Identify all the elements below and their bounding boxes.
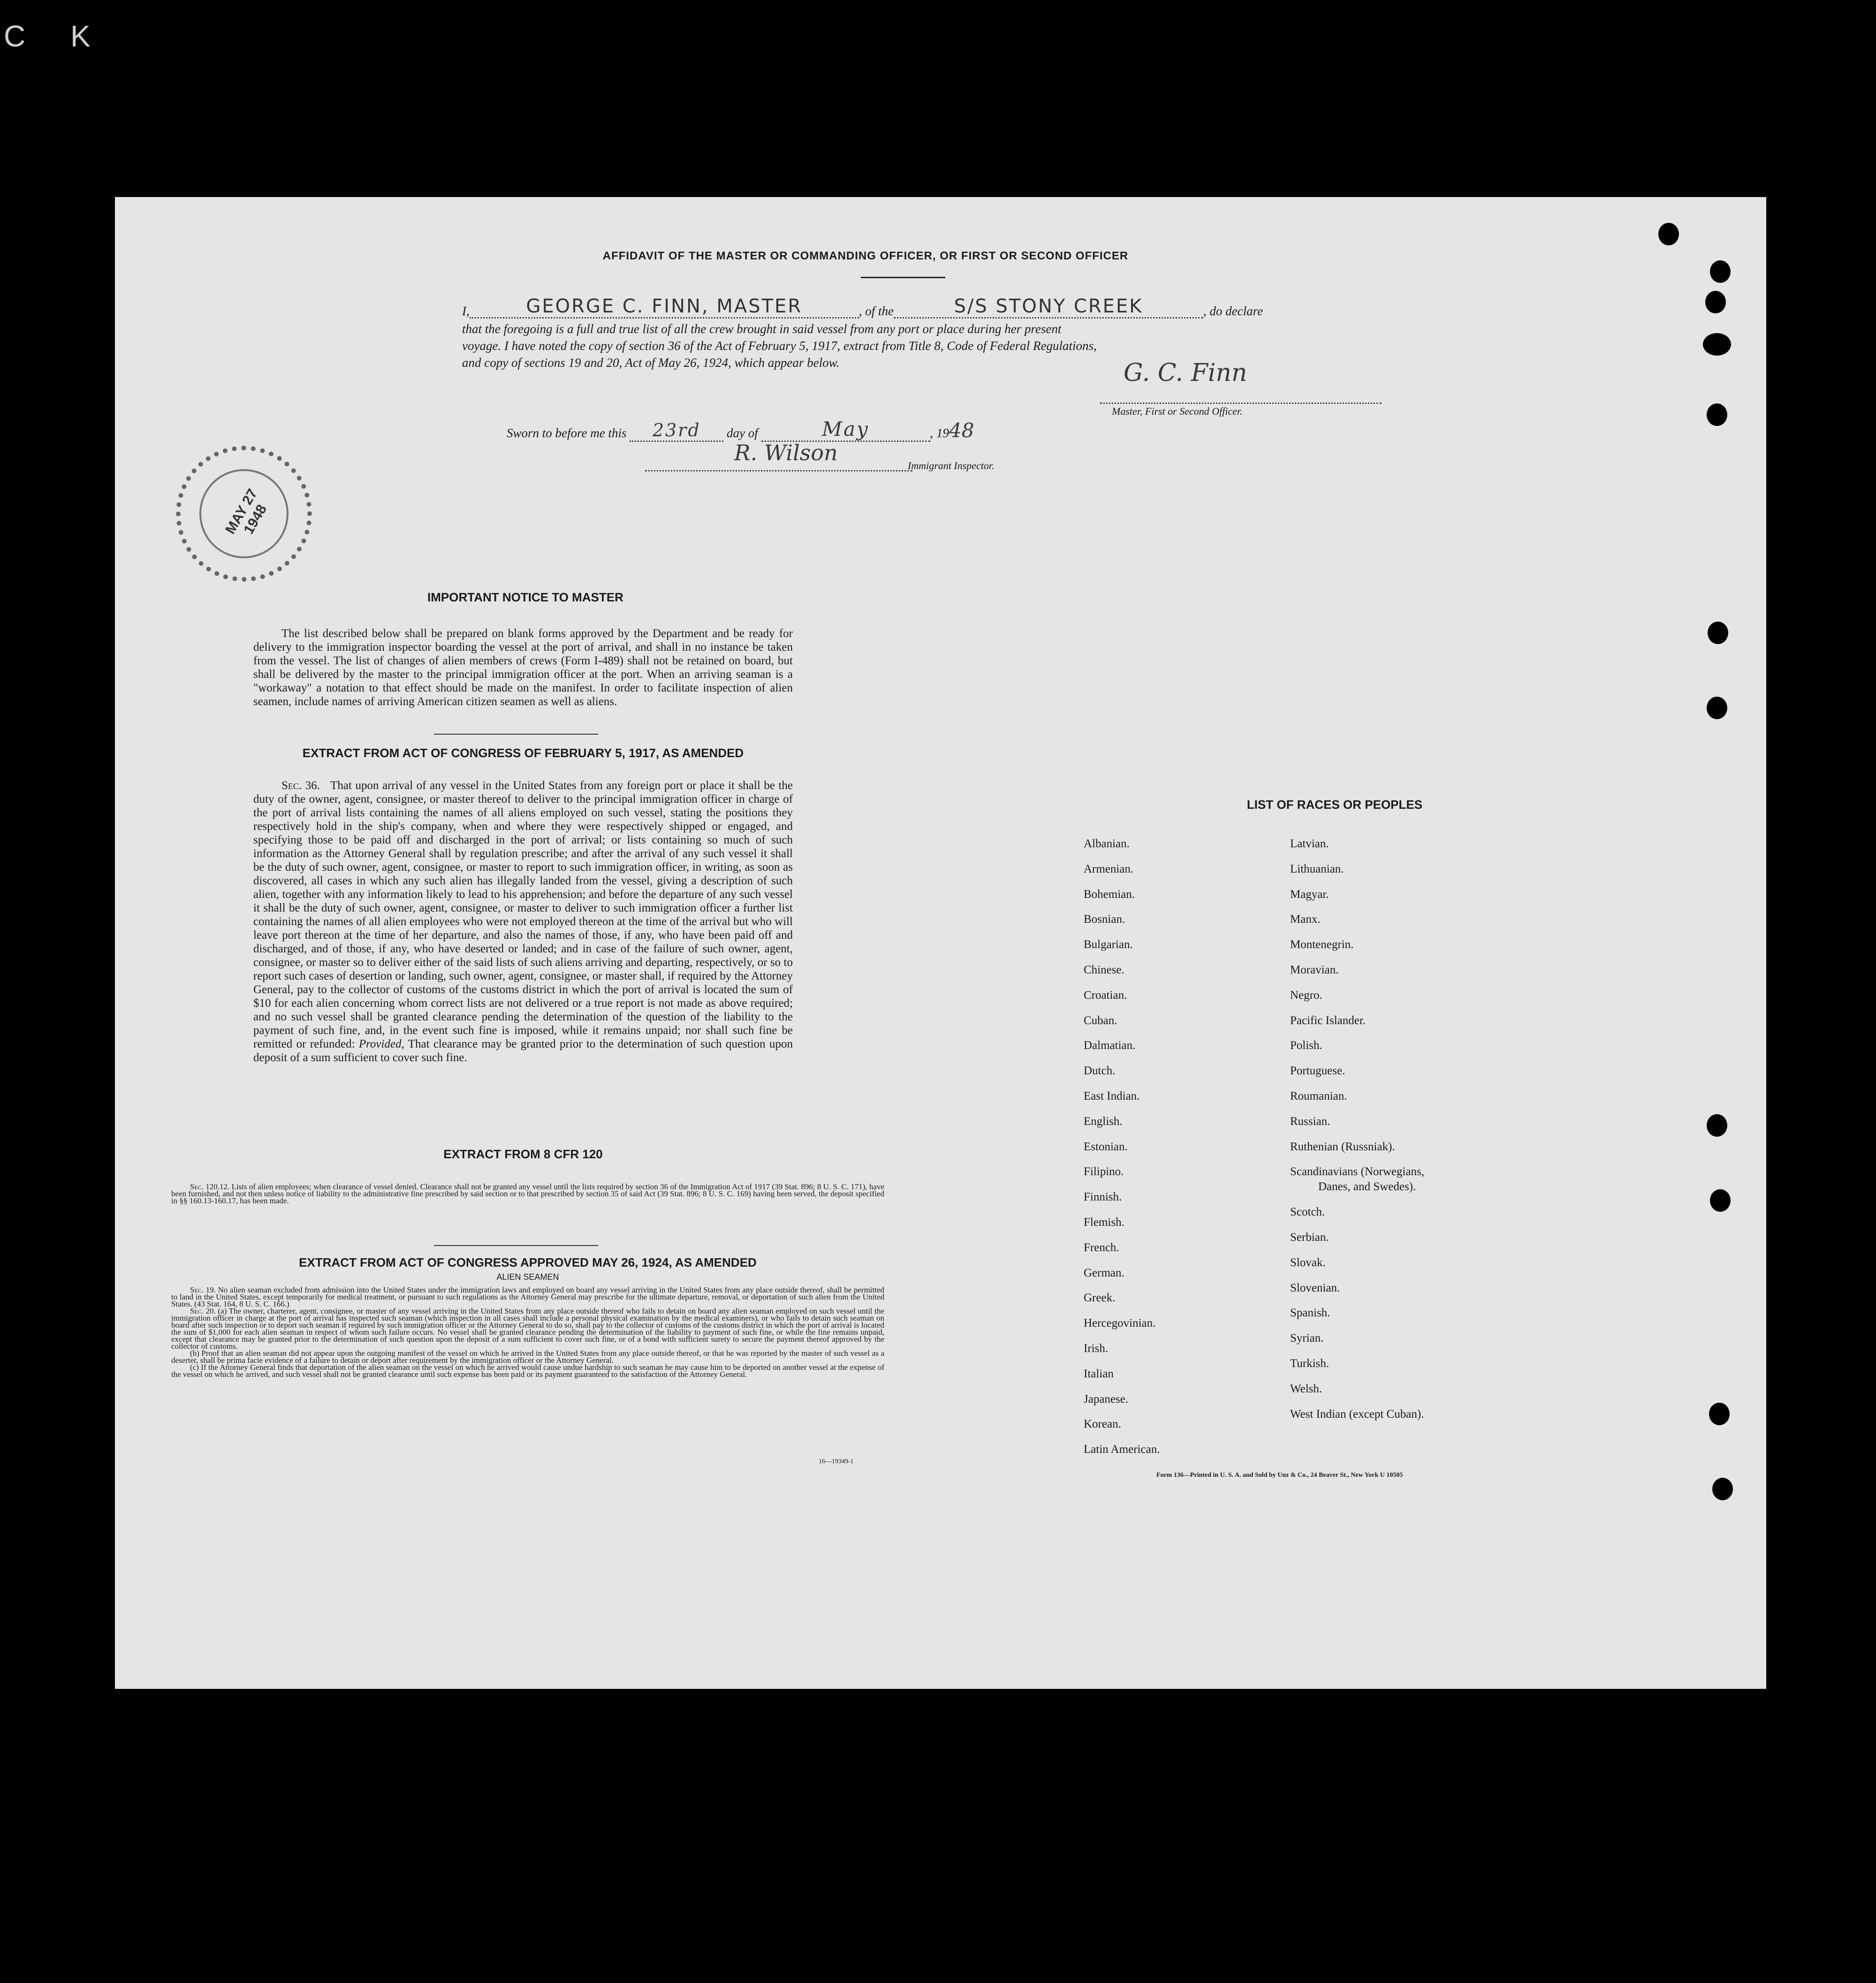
punch-hole — [1707, 697, 1727, 719]
sworn-month-field: May — [761, 418, 930, 442]
race-item: Latvian. — [1290, 837, 1329, 850]
film-edge-mark-right: C — [4, 19, 26, 53]
punch-hole — [1707, 1114, 1727, 1137]
sworn-prefix: Sworn to before me this — [507, 426, 627, 440]
film-edge-mark-left: K — [70, 19, 91, 53]
race-item: Negro. — [1290, 988, 1322, 1002]
race-item: Chinese. — [1084, 963, 1124, 976]
race-item: Danes, and Swedes). — [1318, 1180, 1416, 1193]
race-item: Armenian. — [1084, 862, 1134, 875]
race-item: Latin American. — [1084, 1443, 1160, 1456]
sec-19-paragraph — [171, 1286, 884, 1307]
sec-120-body: Lists of alien employees; when clearance of vessel denied. Clearance shall not be granted any vessel until the lists required by section 36 of the Immigration Act of 1917 (39 Stat. 896; 8 U. S. C. 171), have been furnished, and not then unless notice of liability to the administrative fine prescribed by said section or to that prescribed by section 35 of said Act (39 Stat. 896; 8 U. S. C. 169) having been served, the deposit specified in §§ 160.13-160.17, has been made. — [171, 1182, 884, 1205]
punch-hole — [1658, 223, 1679, 245]
race-item: Serbian. — [1290, 1231, 1329, 1244]
affidavit-prefix: I, — [462, 304, 470, 318]
race-item: Russian. — [1290, 1115, 1330, 1128]
stamp-date: MAY 27 1948 — [222, 486, 270, 537]
affidavit-line-1 — [462, 296, 1263, 319]
sec-19-body: No alien seaman excluded from admission into the United States under the immigration laws and employed on board any vessel arriving in the United States from any place outside thereof, shall be permitted to land in the United States, except temporarily for medical treatment, or pursuant to such regulations as the Attorney General may prescribe for the ultimate departure, removal, or deportation of such alien from the United States. (43 Stat. 164, 8 U. S. C. 166.) — [171, 1285, 885, 1308]
races-title: LIST OF RACES OR PEOPLES — [1246, 798, 1423, 812]
immigration-stamp — [176, 446, 312, 582]
race-item: Welsh. — [1290, 1382, 1322, 1395]
sworn-line — [507, 418, 974, 442]
punch-hole — [1709, 1403, 1730, 1425]
extract-cfr-text — [171, 1183, 884, 1204]
extract-1924-title: EXTRACT FROM ACT OF CONGRESS APPROVED MAY 26, 1924, AS AMENDED — [299, 1255, 757, 1269]
day-of-label: day of — [727, 426, 758, 440]
sec-20b-paragraph: (b) Proof that an alien seaman did not appear upon the outgoing manifest of the vessel on which he arrived in the United States from any place outside thereof, or that he was reported by the master of such vessel as a deserter, shall be prima facie evidence of a failure to detain or deport after requirement by the immigration officer or the Attorney General. — [171, 1349, 884, 1365]
race-item: Flemish. — [1084, 1216, 1124, 1229]
race-item: Korean. — [1084, 1418, 1121, 1431]
race-item: Bosnian. — [1084, 913, 1125, 926]
punch-hole — [1708, 622, 1728, 644]
provided-label: Provided, — [358, 1038, 404, 1050]
sec-36-label: Sec. 36. — [281, 779, 320, 792]
race-item: Roumanian. — [1290, 1089, 1347, 1102]
sec-36-body: That upon arrival of any vessel in the United States from any foreign port or place it shall be the duty of the owner, agent, consignee, or master thereof to deliver to the principal immigration officer in charge of the port of arrival lists containing the names of all aliens employed on such vessel, stating the positions they respectively hold in the ship's company, when and where they were respectively shipped or engaged, and specifying those to be paid off and discharged in the port of arrival; or lists containing so much of such information as the Attorney General shall by regulation prescribe; and after the arrival of any such vessel it shall be the duty of such owner, agent, consignee, or master to report to such immigration officer, in writing, as soon as discovered, all cases in which any such alien has illegally landed from the vessel, giving a description of such alien, together with any information likely to lead to his apprehension; and before the departure of any such vessel it shall be the duty of such owner, agent, consignee, or master to deliver to such immigration officer a further list containing the names of all alien employees who were not employed thereon at the time of the arrival but who will leave port thereon at the time of her departure, and also the names of those, if any, who have been paid off and discharged, and of those, if any, who have deserted or landed; and in case of the failure of such owner, agent, consignee, or master so to deliver either of the said lists of such aliens arriving and departing, respectively, or so to report such cases of desertion or landing, such owner, agent, consignee, or master shall, if required by the Attorney General, pay to the collector of customs of the customs district in which the port of arrival is located the sum of $10 for each alien concerning whom correct lists are not delivered or a true report is not made as above required; and no such vessel shall be granted clearance pending the determination of the question of the liability to the payment of such fine, and, in the event such fine is imposed, while it remains unpaid; nor shall such fine be remitted or refunded: — [253, 779, 793, 1050]
race-item: Hercegovinian. — [1084, 1317, 1156, 1330]
sec-36-end: That clearance may be granted prior to the determination of such question upon deposit of a sum sufficient to cover such fine. — [253, 1038, 793, 1064]
sec-20-label: Sec. 20. — [190, 1307, 216, 1315]
race-item: Ruthenian (Russniak). — [1290, 1140, 1395, 1153]
signature-line — [1100, 403, 1382, 404]
punch-hole — [1712, 1478, 1733, 1500]
notice-title: IMPORTANT NOTICE TO MASTER — [427, 590, 623, 604]
race-item: Italian — [1084, 1367, 1114, 1380]
section-rule — [434, 734, 598, 735]
affidavit-line-4: and copy of sections 19 and 20, Act of May 26, 1924, which appear below. — [462, 356, 840, 370]
race-item: Dalmatian. — [1084, 1039, 1136, 1052]
race-item: Pacific Islander. — [1290, 1014, 1366, 1027]
document-sheet — [115, 197, 1766, 1689]
punch-hole — [1705, 291, 1726, 313]
race-item: Irish. — [1084, 1342, 1109, 1355]
extract-1917-text — [253, 779, 793, 1064]
race-item: Bohemian. — [1084, 888, 1135, 901]
race-item: Slovak. — [1290, 1256, 1326, 1269]
inspector-line — [645, 470, 912, 471]
extract-1924-subtitle: ALIEN SEAMEN — [496, 1272, 559, 1282]
punch-hole — [1710, 260, 1731, 283]
race-item: German. — [1084, 1266, 1124, 1279]
sec-20a-body: (a) The owner, charterer, agent, consignee, or master of any vessel arriving in the United States from any place outside thereof who fails to detain on board any alien seaman employed on such vessel until the immigration officer in charge at the port of arrival has inspected such seaman (which inspection in all cases shall include a personal physical examination by the medical examiners), or who fails to detain such seaman on board after such inspection or to deport such seaman if required by such immigration officer or the Attorney General to do so, shall pay to the collector of customs of the customs district in which the port of arrival is located the sum of $1,000 for each alien seaman in respect of whom such failure occurs. No vessel shall be granted clearance pending the determination of the liability to payment of such fine, or while the fine remains unpaid, except that clearance may be granted prior to the determination of such question upon the deposit of a sum sufficient to cover such fine, or of a bond with sufficient surety to secure the payment thereof approved by the collector of customs. — [171, 1307, 884, 1351]
race-item: Portuguese. — [1290, 1064, 1345, 1078]
vessel-name-field: S/S STONY CREEK — [894, 296, 1203, 319]
print-code: 16—19349-1 — [819, 1458, 854, 1465]
notice-text: The list described below shall be prepared on blank forms approved by the Department and be ready for delivery to the immigration inspector boarding the vessel at the port of arrival, and shall in no instance be taken from the vessel. The list of changes of alien members of crews (Form I-489) shall not be retained on board, but shall be delivered by the master to the principal immigration officer at the port. When an arriving seaman is a "workaway" a notation to that effect should be made on the manifest. In order to facilitate inspection of alien seamen, include names of arriving American citizen seamen as well as aliens. — [253, 627, 793, 708]
race-item: Albanian. — [1084, 837, 1130, 850]
master-signature-label: Master, First or Second Officer. — [1112, 405, 1243, 417]
race-item: East Indian. — [1084, 1089, 1140, 1102]
race-item: Cuban. — [1084, 1014, 1117, 1027]
punch-hole — [1703, 333, 1731, 356]
sec-19-label: Sec. 19. — [190, 1285, 216, 1294]
extract-1917-title: EXTRACT FROM ACT OF CONGRESS OF FEBRUARY 5, 1917, AS AMENDED — [302, 746, 744, 760]
affidavit-line-3: voyage. I have noted the copy of section 36 of the Act of February 5, 1917, extract from Title 8, Code of Federal Regulations, — [462, 339, 1097, 353]
race-item: Dutch. — [1084, 1064, 1116, 1078]
race-item: Finnish. — [1084, 1191, 1122, 1204]
section-rule — [434, 1245, 598, 1246]
master-name-field: GEORGE C. FINN, MASTER — [470, 296, 859, 319]
sec-20a-paragraph — [171, 1307, 884, 1350]
race-item: Manx. — [1290, 913, 1321, 926]
year-prefix: , 19 — [930, 426, 949, 440]
race-item: Scandinavians (Norwegians, — [1290, 1165, 1425, 1178]
sworn-day-field: 23rd — [630, 420, 723, 442]
race-item: West Indian (except Cuban). — [1290, 1407, 1424, 1421]
race-item: Japanese. — [1084, 1392, 1129, 1406]
race-item: Scotch. — [1290, 1206, 1325, 1219]
inspector-label: Immigrant Inspector. — [908, 460, 995, 471]
races-column-1 — [1084, 837, 1160, 1468]
race-item: Polish. — [1290, 1039, 1322, 1052]
affidavit-title: AFFIDAVIT OF THE MASTER OR COMMANDING OFFICER, OR FIRST OR SECOND OFFICER — [602, 250, 1129, 262]
master-signature: G. C. Finn — [1124, 359, 1247, 387]
race-item: Croatian. — [1084, 988, 1127, 1002]
race-item: Montenegrin. — [1290, 938, 1354, 951]
race-item: Estonian. — [1084, 1140, 1128, 1153]
of-the-label: , of the — [858, 304, 894, 318]
race-item: Slovenian. — [1290, 1281, 1340, 1294]
affidavit-line-2: that the foregoing is a full and true list of all the crew brought in said vessel from any port or place during her present — [462, 322, 1062, 336]
punch-hole — [1707, 403, 1727, 426]
sec-20c-paragraph: (c) If the Attorney General finds that deportation of the alien seaman on the vessel on which he arrived would cause undue hardship to such seaman he may cause him to be deported on another vessel at the expense of the vessel on which he arrived, and such vessel shall not be granted clearance until such expense has been paid or its payment guaranteed to the satisfaction of the Attorney General. — [171, 1363, 884, 1379]
sec-120-label: Sec. 120.12. — [190, 1182, 230, 1191]
race-item: Moravian. — [1290, 963, 1339, 976]
extract-cfr-title: EXTRACT FROM 8 CFR 120 — [443, 1147, 603, 1161]
race-item: Bulgarian. — [1084, 938, 1133, 951]
inspector-signature: R. Wilson — [734, 440, 838, 465]
punch-hole — [1710, 1189, 1731, 1212]
race-item: Syrian. — [1290, 1332, 1324, 1345]
race-item: Spanish. — [1290, 1307, 1330, 1320]
sworn-year-field: 48 — [949, 419, 974, 442]
extract-1924-text — [171, 1286, 884, 1378]
race-item: Magyar. — [1290, 888, 1329, 901]
race-item: Turkish. — [1290, 1357, 1329, 1370]
do-declare-label: , do declare — [1203, 304, 1263, 318]
races-column-2 — [1290, 837, 1424, 1432]
race-item: Filipino. — [1084, 1165, 1124, 1178]
race-item: French. — [1084, 1241, 1119, 1254]
race-item: English. — [1084, 1115, 1123, 1128]
form-footer: Form 136—Printed in U. S. A. and Sold by Unz & Co., 24 Beaver St., New York U 10505 — [1156, 1472, 1403, 1479]
title-rule — [861, 277, 945, 278]
race-item: Greek. — [1084, 1292, 1116, 1305]
race-item: Lithuanian. — [1290, 862, 1344, 875]
